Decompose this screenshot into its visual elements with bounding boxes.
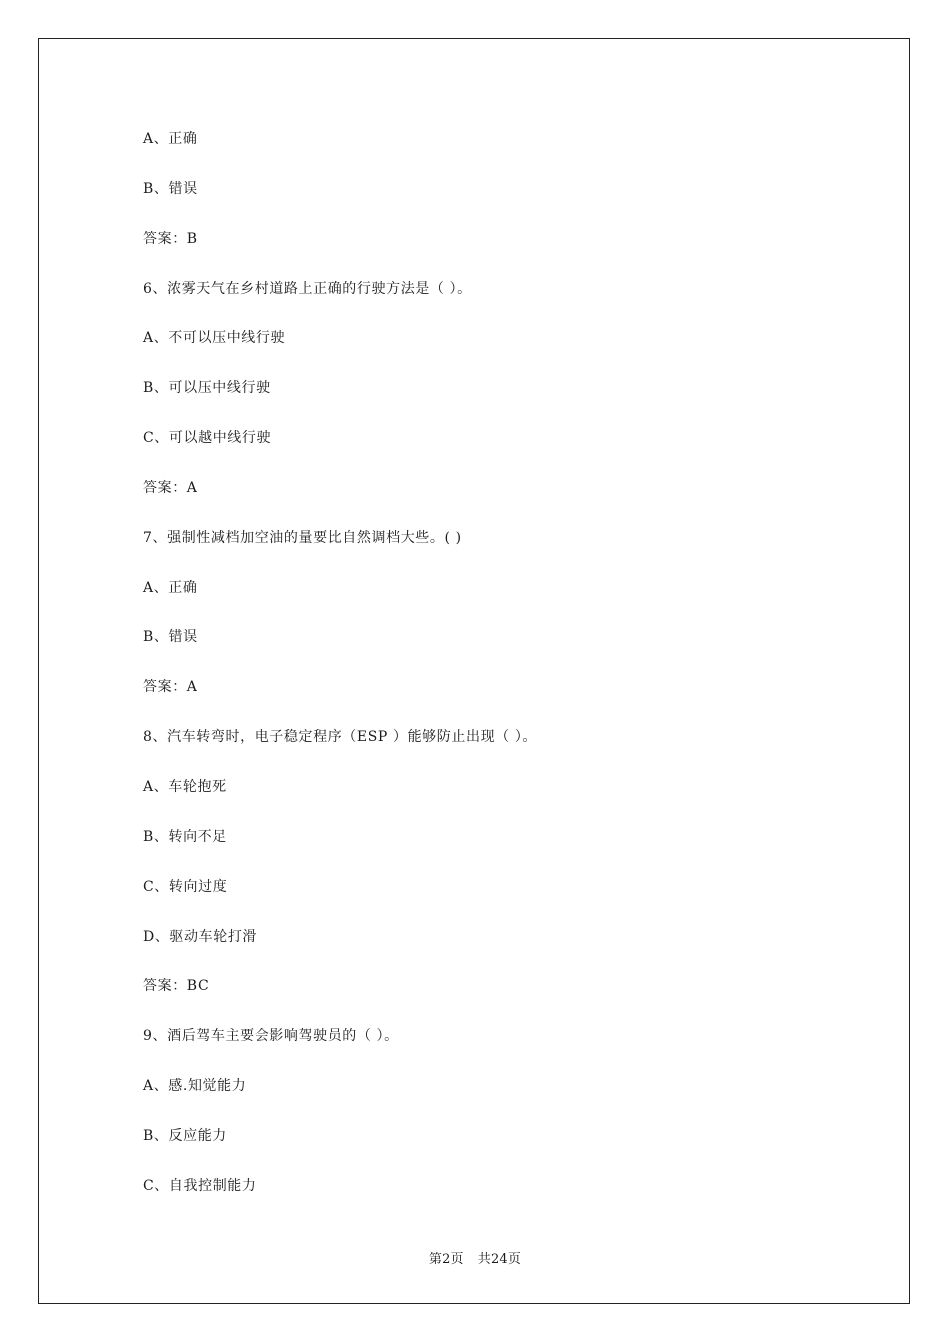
question-line: 8、汽车转弯时，电子稳定程序（ESP ）能够防止出现（ ）。 — [143, 729, 538, 746]
page-total: 共24页 — [477, 1252, 522, 1267]
answer-line: 答案：A — [143, 679, 198, 696]
answer-line: 答案：A — [143, 479, 198, 496]
answer-line: 答案：BC — [143, 978, 210, 995]
option-line: D、驱动车轮打滑 — [143, 928, 258, 945]
option-line: A、车轮抱死 — [143, 778, 227, 795]
option-line: B、错误 — [143, 180, 198, 197]
option-line: A、不可以压中线行驶 — [143, 330, 286, 347]
option-line: A、感.知觉能力 — [143, 1078, 247, 1095]
page-number: 第2页 — [428, 1252, 464, 1267]
option-line: B、反应能力 — [143, 1127, 227, 1144]
option-line: B、转向不足 — [143, 828, 227, 845]
question-line: 6、浓雾天气在乡村道路上正确的行驶方法是（ ）。 — [143, 280, 472, 297]
option-line: A、正确 — [143, 131, 198, 147]
document-body — [143, 128, 863, 1225]
option-line: C、可以越中线行驶 — [143, 430, 272, 447]
answer-line: 答案：B — [143, 230, 198, 247]
option-line: B、可以压中线行驶 — [143, 380, 271, 397]
option-line: B、错误 — [143, 629, 198, 646]
option-line: C、自我控制能力 — [143, 1177, 257, 1194]
page-footer — [0, 1248, 950, 1267]
question-line: 9、酒后驾车主要会影响驾驶员的（ ）。 — [143, 1028, 399, 1045]
option-line: C、转向过度 — [143, 878, 228, 895]
question-line: 7、强制性减档加空油的量要比自然调档大些。( ) — [143, 529, 462, 546]
option-line: A、正确 — [143, 579, 198, 596]
